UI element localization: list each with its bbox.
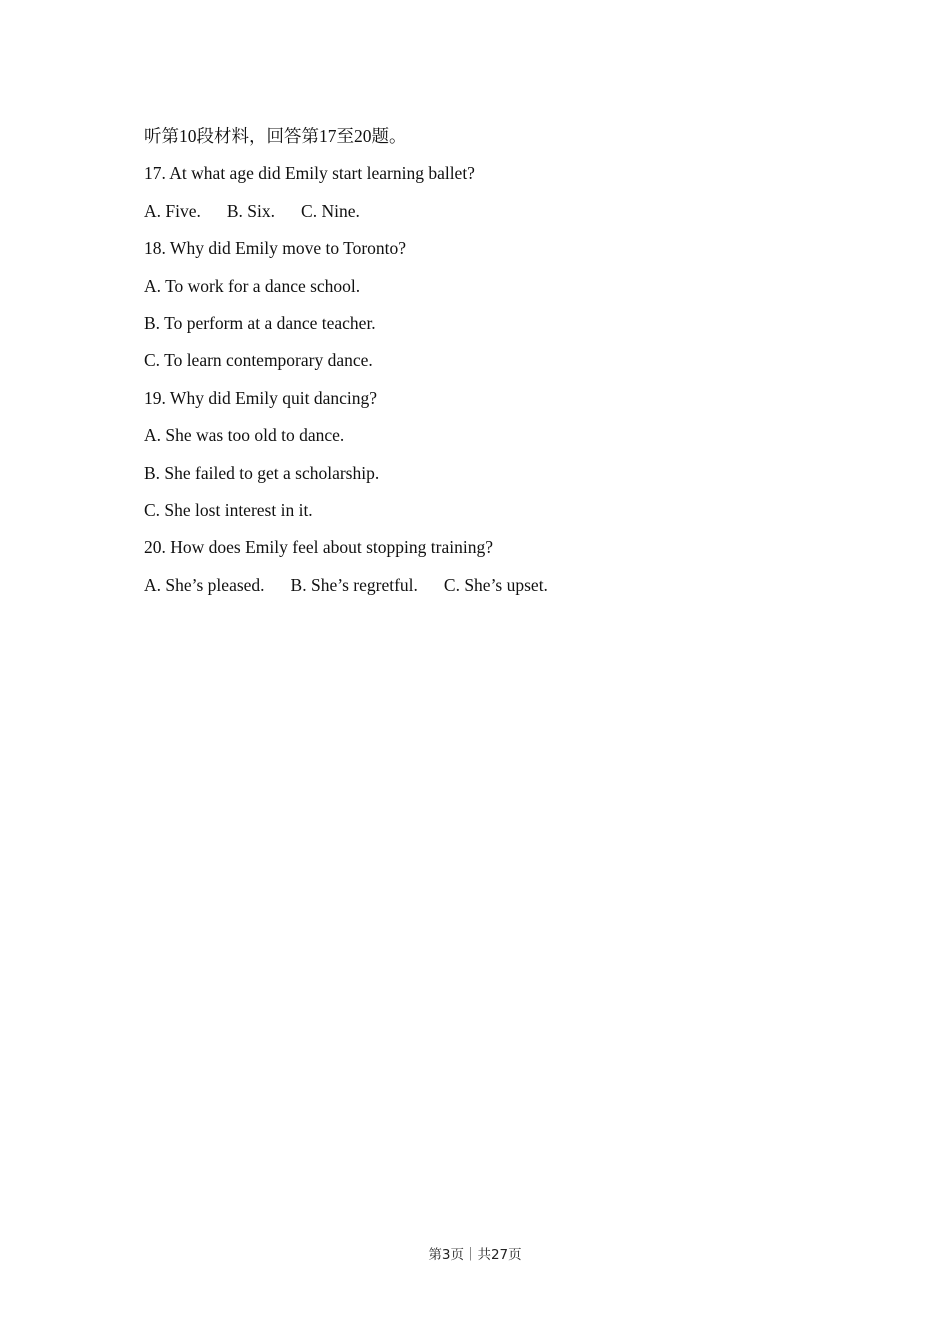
question-20-option-b: B. She’s regretful. bbox=[290, 574, 418, 595]
question-19-stem: 19. Why did Emily quit dancing? bbox=[144, 387, 377, 408]
question-19-option-a: A. She was too old to dance. bbox=[144, 425, 345, 446]
question-17-option-a: A. Five. bbox=[144, 200, 201, 221]
question-20-stem: 20. How does Emily feel about stopping training? bbox=[144, 537, 493, 558]
question-20-option-c: C. She’s upset. bbox=[443, 574, 548, 595]
question-20-option-a: A. She’s pleased. bbox=[144, 574, 265, 595]
section-heading: 听第10段材料，回答第17至20题。 bbox=[144, 126, 407, 146]
question-17-stem: 17. At what age did Emily start learning ballet? bbox=[144, 163, 475, 184]
page-number-footer: 第3页｜共27页 bbox=[428, 1247, 522, 1263]
question-19-option-b: B. She failed to get a scholarship. bbox=[144, 462, 380, 483]
question-17-option-b: B. Six. bbox=[226, 200, 276, 221]
question-18-stem: 18. Why did Emily move to Toronto? bbox=[144, 238, 407, 259]
question-20-options bbox=[144, 567, 844, 604]
question-17-options bbox=[144, 193, 844, 230]
question-18-option-a: A. To work for a dance school. bbox=[144, 275, 361, 296]
question-19-option-c: C. She lost interest in it. bbox=[144, 499, 313, 520]
question-18-option-c: C. To learn contemporary dance. bbox=[144, 350, 373, 371]
question-18-option-b: B. To perform at a dance teacher. bbox=[144, 312, 376, 333]
exam-content bbox=[144, 118, 844, 604]
question-17-option-c: C. Nine. bbox=[301, 200, 360, 221]
